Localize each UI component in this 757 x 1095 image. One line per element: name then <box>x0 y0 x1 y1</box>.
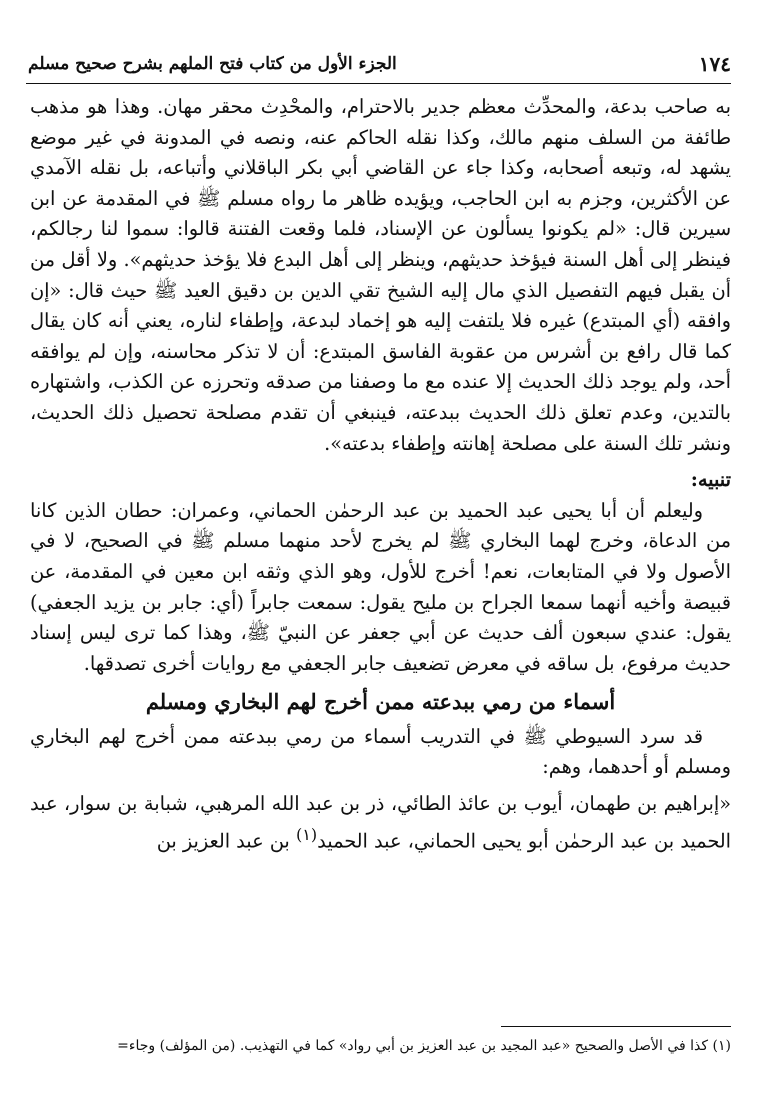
footnote-rule <box>501 1026 731 1027</box>
page-header <box>28 44 731 84</box>
header-rule <box>26 83 731 84</box>
page-number: ١٧٤ <box>698 52 731 76</box>
section-heading: أسماء من رمي ببدعته ممن أخرج لهم البخاري ومسلم <box>145 689 616 715</box>
paragraph-4 <box>30 789 731 857</box>
paragraph-4-text: «إبراهيم بن طهمان، أيوب بن عائذ الطائي، ذر بن عبد الله المرهبي، شبابة بن سوار، عبد الحميد بن عبد الرحمٰن أبو يحيى الحماني، عبد الحميد <box>30 792 731 853</box>
paragraph-2: وليعلم أن أبا يحيى عبد الحميد بن عبد الرحمٰن الحماني، وعمران: حطان الذين كانا من الدعاة، وخرج لهما البخاري ﷺ لم يخرج لأحد منهما مسلم ﷺ في الصحيح، لا في الأصول ولا في المتابعات، نعم! أخرج للأول، وهو الذي وثقه ابن معين في المقدمة، عن قبيصة وأخيه أنهما سمعا الجراح بن مليح يقول: سمعت جابراً (أي: جابر بن يزيد الجعفي) يقول: عندي سبعون ألف حديث عن أبي جعفر عن النبيّ ﷺ، وهذا كما ترى ليس إسناد حديث مرفوع، بل ساقه في معرض تضعيف جابر الجعفي مع روايات أخرى تصدقها. <box>30 498 731 675</box>
paragraph-3: قد سرد السيوطي ﷺ في التدريب أسماء من رمي ببدعته ممن أخرج لهم البخاري ومسلم أو أحدهما، وهم: <box>30 724 731 779</box>
running-title: الجزء الأول من كتاب فتح الملهم بشرح صحيح مسلم <box>28 54 397 74</box>
footnote-marker: (١) <box>295 824 318 844</box>
paragraph-4-continuation: بن عبد العزيز بن <box>156 829 296 853</box>
footnote: (١) كذا في الأصل والصحيح «عبد المجيد بن عبد العزيز بن أبي رواد» كما في التهذيب. (من المؤلف) وجاء= <box>117 1038 731 1054</box>
note-title: تنبيه: <box>690 468 731 492</box>
paragraph-1: به صاحب بدعة، والمحدِّث معظم جدير بالاحترام، والمحْدِث محقر مهان. وهذا هو مذهب طائفة من السلف منهم مالك، وكذا نقله الحاكم عنه، ونصه في المدونة في غير موضع يشهد له، وتبعه أصحابه، وكذا جاء عن القاضي أبي بكر الباقلاني وأتباعه، بل نقله الآمدي عن الأكثرين، وجزم به ابن الحاجب، ويؤيده ظاهر ما رواه مسلم ﷺ في المقدمة عن ابن سيرين قال: «لم يكونوا يسألون عن الإسناد، فلما وقعت الفتنة قالوا: سموا لنا رجالكم، فينظر إلى أهل السنة فيؤخذ حديثهم، وينظر إلى أهل البدع فلا يؤخذ حديثهم». ولا أقل من أن يقبل فيهم التفصيل الذي مال إليه الشيخ تقي الدين بن دقيق العيد ﷺ حيث قال: «إن وافقه (أي المبتدع) غيره فلا يلتفت إليه هو إخماد لبدعة، وإطفاء لناره، يعني أنه كان يقال كما قال رافع بن أشرس من عقوبة الفاسق المبتدع: أن لا تذكر محاسنه، وإن لم يوافقه أحد، ولم يوجد ذلك الحديث إلا عنده مع ما وصفنا من صدقه وتحرزه عن الكذب، واشتهاره بالتدين، وعدم تعلق ذلك الحديث ببدعته، فينبغي أن تقدم مصلحة تحصيل ذلك الحديث، ونشر تلك السنة على مصلحة إهانته وإطفاء بدعته». <box>30 95 731 455</box>
page-body <box>30 92 731 857</box>
